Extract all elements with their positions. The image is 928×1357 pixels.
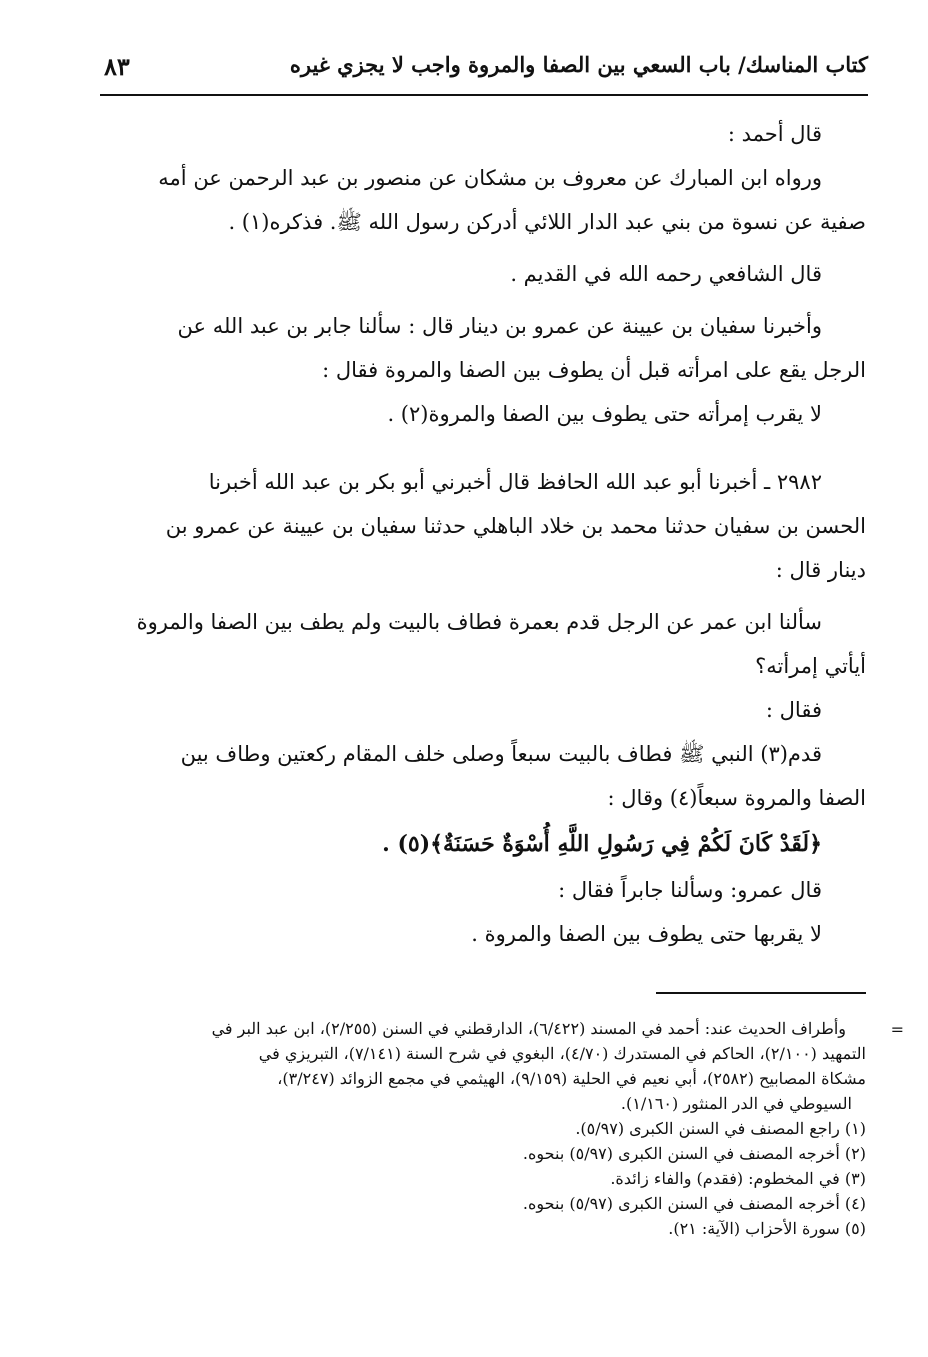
text-line: الرجل يقع على امرأته قبل أن يطوف بين الصفا والمروة فقال : (322, 358, 866, 382)
hadith-2982-line: ٢٩٨٢ ـ أخبرنا أبو عبد الله الحافظ قال أخبرني أبو بكر بن عبد الله أخبرنا (208, 470, 822, 494)
footnote-1: (١) راجع المصنف في السنن الكبرى (٥/٩٧). (575, 1119, 866, 1138)
text-line: أيأتي إمرأته؟ (755, 654, 866, 678)
text-line: صفية عن نسوة من بني عبد الدار اللائي أدركن رسول الله ﷺ. فذكره(١) . (228, 210, 866, 234)
text-line: الصفا والمروة سبعاً(٤) وقال : (607, 786, 866, 810)
footnotes (102, 1016, 904, 1241)
quran-verse: ﴿لَقَدْ كَانَ لَكُمْ فِي رَسُولِ اللَّهِ أُسْوَةٌ حَسَنَةٌ﴾(٥) . (382, 831, 822, 857)
footnote-continuation-marker: = (890, 1020, 904, 1039)
text-line: فقال : (765, 698, 822, 722)
text-line: قال أحمد : (727, 122, 822, 146)
main-text (102, 112, 866, 956)
footnote-line: التمهيد (٢/١٠٠)، الحاكم في المستدرك (٤/٧٠)، البغوي في شرح السنة (٧/١٤١)، التبريزي في (258, 1044, 866, 1063)
footnote-3: (٣) في المخطوم: (فقدم) والفاء زائدة. (610, 1169, 866, 1188)
text-line: لا يقرب إمرأته حتى يطوف بين الصفا والمروة(٢) . (387, 402, 822, 426)
text-line: الحسن بن سفيان حدثنا محمد بن خلاد الباهلي حدثنا سفيان بن عيينة عن عمرو بن (165, 514, 866, 538)
text-line: قال عمرو: وسألنا جابراً فقال : (558, 878, 822, 902)
text-line: دينار قال : (775, 558, 866, 582)
text-line: سألنا ابن عمر عن الرجل قدم بعمرة فطاف بالبيت ولم يطف بين الصفا والمروة (136, 610, 822, 634)
text-line: قال الشافعي رحمه الله في القديم . (510, 262, 822, 286)
text-line: لا يقربها حتى يطوف بين الصفا والمروة . (471, 922, 822, 946)
footnote-line: مشكاة المصابيح (٢٥٨٢)، أبي نعيم في الحلية (٩/١٥٩)، الهيثمي في مجمع الزوائد (٣/٢٤٧)، (277, 1069, 866, 1088)
text-line: وأخبرنا سفيان بن عيينة عن عمرو بن دينار قال : سألنا جابر بن عبد الله عن (177, 314, 822, 338)
footnote-5: (٥) سورة الأحزاب (الآية: ٢١). (668, 1219, 866, 1238)
page-header (100, 48, 868, 96)
footnote-separator (656, 992, 866, 994)
footnote-line: السيوطي في الدر المنثور (١/١٦٠). (620, 1094, 852, 1113)
page-number: ٨٣ (104, 52, 130, 81)
running-title: كتاب المناسك/ باب السعي بين الصفا والمروة واجب لا يجزي غيره (289, 52, 868, 77)
footnote-4: (٤) أخرجه المصنف في السنن الكبرى (٥/٩٧) بنحوه. (522, 1194, 866, 1213)
text-line: ورواه ابن المبارك عن معروف بن مشكان عن منصور بن عبد الرحمن عن أمه (158, 166, 822, 190)
footnote-line: وأطراف الحديث عند: أحمد في المسند (٦/٤٢٢)، الدارقطني في السنن (٢/٢٥٥)، ابن عبد البر في (211, 1019, 846, 1038)
paragraph (102, 156, 866, 252)
text-line: قدم(٣) النبي ﷺ فطاف بالبيت سبعاً وصلى خلف المقام ركعتين وطاف بين (180, 742, 822, 766)
footnote-2: (٢) أخرجه المصنف في السنن الكبرى (٥/٩٧) بنحوه. (522, 1144, 866, 1163)
